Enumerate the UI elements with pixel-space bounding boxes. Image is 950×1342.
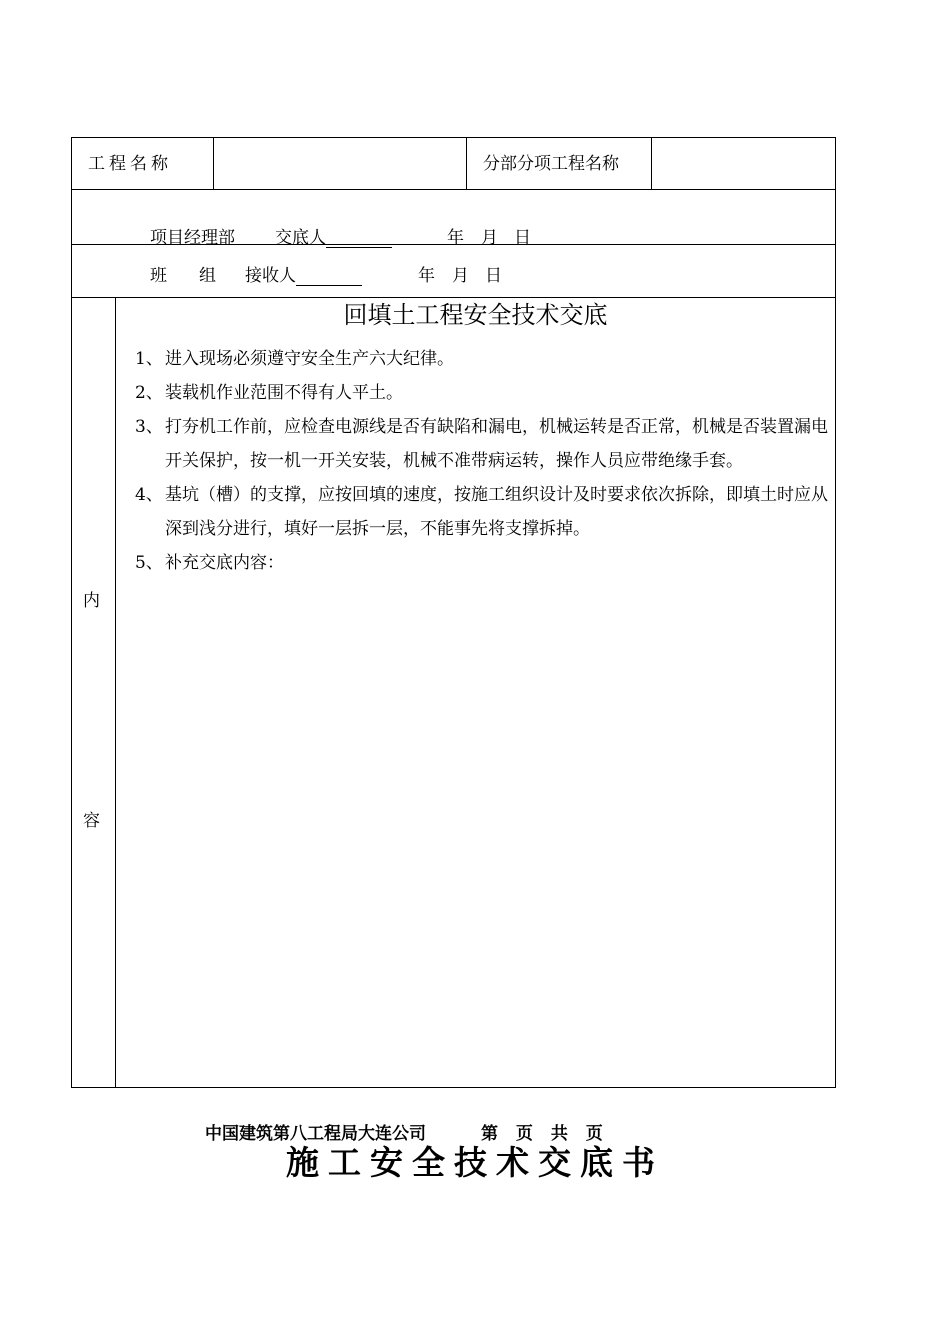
- receiver-person-label: 接收人: [245, 261, 362, 286]
- project-name-label: 工程名称: [72, 138, 214, 189]
- project-name-field[interactable]: [214, 138, 467, 189]
- document-title: 施工安全技术交底书: [286, 1143, 664, 1182]
- pm-dept-label: 项目经理部: [150, 228, 235, 248]
- side-label-bottom: 容: [83, 811, 100, 831]
- pm-date-day: 日: [514, 228, 531, 248]
- content-body: [116, 298, 835, 1087]
- team-sign-row: [72, 245, 835, 298]
- handover-person-label: 交底人: [275, 223, 392, 248]
- handover-form: [71, 137, 836, 1088]
- team-date-year: 年: [418, 266, 435, 286]
- pm-date-month: 月: [481, 228, 498, 248]
- side-label-top: 内: [83, 591, 100, 611]
- instruction-item: 4、 基坑（槽）的支撑，应按回填的速度，按施工组织设计及时要求依次拆除，即填土时应从深到浅分进行，填好一层拆一层，不能事先将支撑拆掉。: [135, 485, 828, 539]
- section-title: 回填土工程安全技术交底: [343, 301, 608, 329]
- page-info: 第 页 共 页: [481, 1124, 609, 1144]
- pm-date-year: 年: [447, 228, 464, 248]
- instruction-item: 1、 进入现场必须遵守安全生产六大纪律。: [135, 349, 454, 369]
- subproject-name-label: 分部分项工程名称: [467, 138, 652, 189]
- company-name: 中国建筑第八工程局大连公司: [205, 1124, 426, 1144]
- receiver-signature-blank[interactable]: [296, 267, 362, 286]
- content-side-label: [72, 298, 116, 1087]
- subproject-name-field[interactable]: [652, 138, 837, 189]
- project-header-row: [72, 138, 835, 190]
- team-date-day: 日: [485, 266, 502, 286]
- project-manager-sign-row: [72, 190, 835, 248]
- instruction-item: 2、 装载机作业范围不得有人平土。: [135, 383, 403, 403]
- team-label-b: 组: [199, 266, 216, 286]
- team-date-month: 月: [452, 266, 469, 286]
- team-label-a: 班: [150, 266, 167, 286]
- instruction-item: 3、 打夯机工作前，应检查电源线是否有缺陷和漏电，机械运转是否正常，机械是否装置漏电开关保护，按一机一开关安装，机械不准带病运转，操作人员应带绝缘手套。: [135, 417, 828, 471]
- instruction-list: [135, 342, 831, 580]
- instruction-item: 5、 补充交底内容：: [135, 553, 284, 573]
- content-section: [72, 298, 835, 1087]
